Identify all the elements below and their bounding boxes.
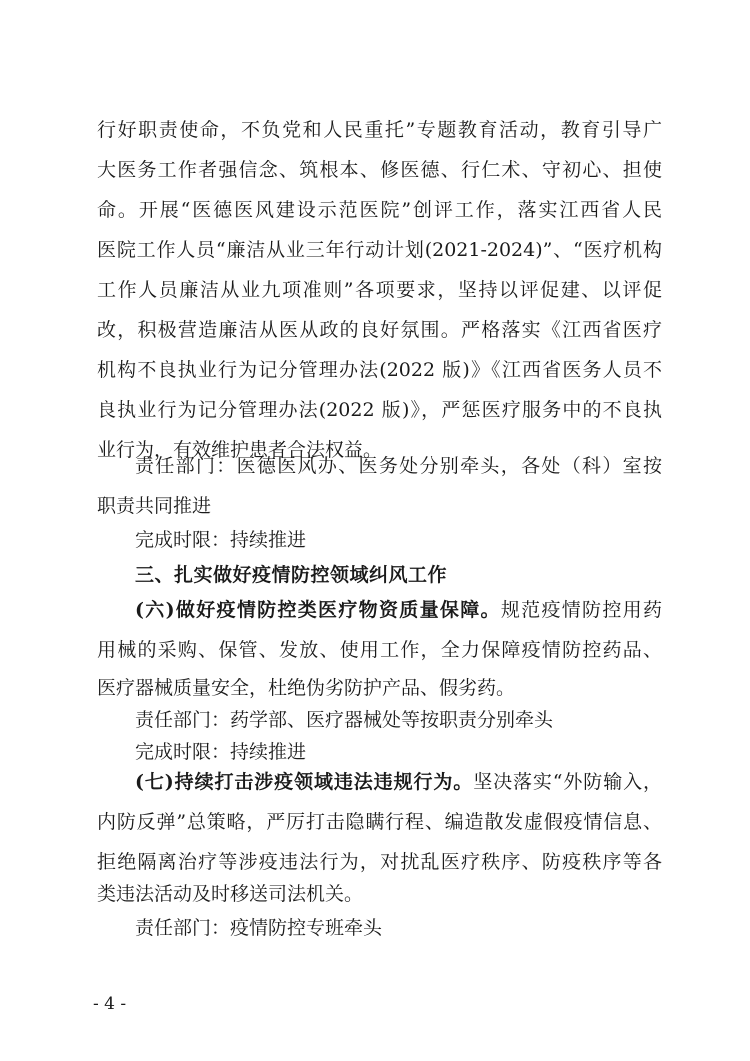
item-seven-line (135, 762, 662, 802)
item-seven-title: (七)持续打击涉疫领域违法违规行为。 (135, 771, 474, 793)
paragraph-line: 机构不良执业行为记分管理办法(2022 版)》《江西省医务人员不 (97, 359, 662, 381)
item-six-line (135, 590, 662, 630)
paragraph-line: 大医务工作者强信念、筑根本、修医德、行仁术、守初心、担使 (97, 159, 662, 181)
paragraph-line: 内防反弹”总策略，严厉打击隐瞒行程、编造散发虚假疫情信息、 (97, 811, 662, 833)
paragraph-line: 医疗器械质量安全，杜绝伪劣防护产品、假劣药。 (97, 677, 516, 699)
paragraph-line: 工作人员廉洁从业九项准则”各项要求，坚持以评促建、以评促 (97, 279, 662, 301)
paragraph-line: 用械的采购、保管、发放、使用工作，全力保障疫情防控药品、 (97, 639, 662, 661)
paragraph-line: 类违法活动及时移送司法机关。 (97, 883, 364, 905)
deadline-line: 完成时限：持续推进 (135, 741, 307, 763)
deadline-line: 完成时限：持续推进 (135, 529, 307, 551)
paragraph-line: 良执业行为记分管理办法(2022 版)》，严惩医疗服务中的不良执 (97, 399, 662, 421)
responsibility-line: 责任部门：药学部、医疗器械处等按职责分别牵头 (135, 709, 554, 731)
paragraph-line: 行好职责使命，不负党和人民重托”专题教育活动，教育引导广 (97, 119, 662, 141)
item-seven-text: 坚决落实“外防输入， (473, 771, 663, 793)
responsibility-line-continued: 职责共同推进 (97, 495, 212, 517)
page-number: - 4 - (93, 994, 127, 1014)
item-six-title: (六)做好疫情防控类医疗物资质量保障。 (135, 599, 501, 621)
item-six-text: 规范疫情防控用药 (500, 599, 662, 621)
responsibility-line: 责任部门：医德医风办、医务处分别牵头，各处（科）室按 (135, 455, 662, 477)
paragraph-line: 医院工作人员“廉洁从业三年行动计划(2021-2024)”、“医疗机构 (97, 239, 662, 261)
paragraph-line: 命。开展“医德医风建设示范医院”创评工作，落实江西省人民 (97, 199, 662, 221)
section-heading: 三、扎实做好疫情防控领域纠风工作 (135, 564, 448, 586)
paragraph-line: 业行为，有效维护患者合法权益。 (97, 439, 383, 461)
responsibility-line: 责任部门：疫情防控专班牵头 (135, 917, 383, 939)
paragraph-line: 改，积极营造廉洁从医从政的良好氛围。严格落实《江西省医疗 (97, 319, 662, 341)
paragraph-line: 拒绝隔离治疗等涉疫违法行为，对扰乱医疗秩序、防疫秩序等各 (97, 851, 662, 873)
